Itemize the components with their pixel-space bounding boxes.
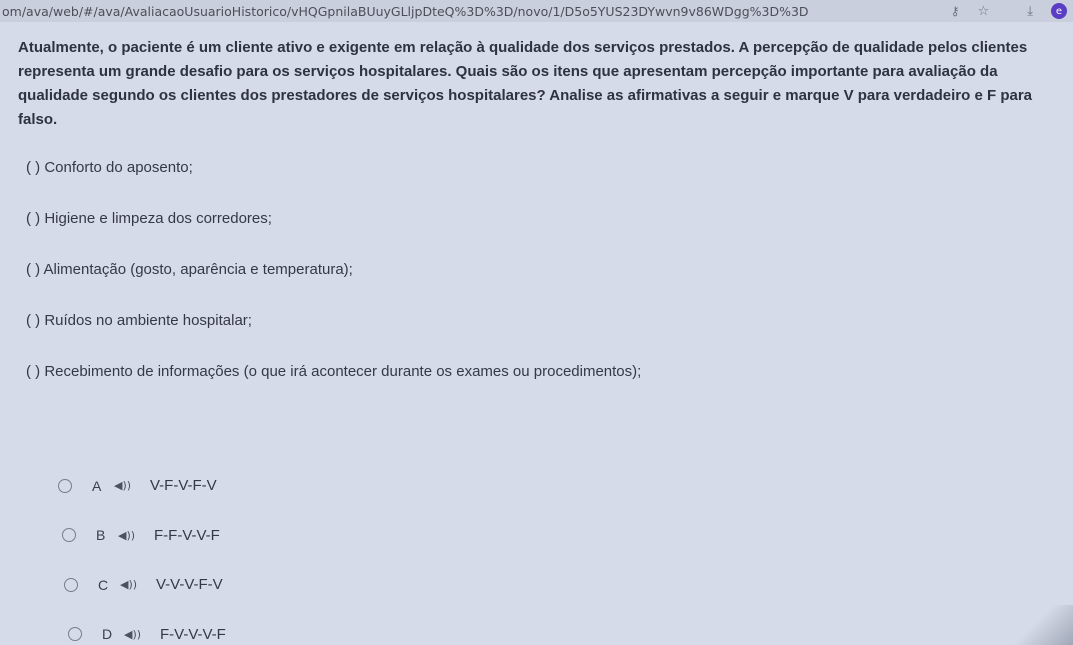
option-text: F-F-V-V-F: [154, 526, 220, 544]
option-text: V-V-V-F-V: [156, 576, 223, 594]
option-b[interactable]: [58, 511, 226, 561]
option-a[interactable]: [58, 461, 226, 511]
key-icon[interactable]: ⚷: [950, 4, 960, 18]
option-letter: A: [92, 477, 102, 494]
radio-button[interactable]: [58, 479, 72, 493]
statements-list: [26, 158, 641, 413]
star-icon[interactable]: ☆: [977, 3, 990, 19]
profile-icon[interactable]: e: [1051, 3, 1067, 19]
statement-item: ( ) Ruídos no ambiente hospitalar;: [26, 312, 252, 329]
radio-button[interactable]: [62, 528, 76, 542]
speaker-icon[interactable]: ◀)): [120, 578, 138, 592]
corner-shadow: [1013, 605, 1073, 645]
option-letter: D: [102, 626, 113, 643]
statement-item: ( ) Alimentação (gosto, aparência e temperatura);: [26, 261, 353, 278]
option-text: F-V-V-V-F: [160, 625, 226, 643]
option-c[interactable]: [58, 560, 226, 610]
speaker-icon[interactable]: ◀)): [118, 528, 136, 542]
url-text[interactable]: om/ava/web/#/ava/AvaliacaoUsuarioHistorico/vHQGpnilaBUuyGLljpDteQ%3D%3D/novo/1/D5o5YUS23DYwvn9v86WDgg%3D%3D: [2, 3, 809, 19]
question-text: Atualmente, o paciente é um cliente ativo e exigente em relação à qualidade dos serviços prestados. A percepção de qualidade pelos clientes representa um grande desafio para os serviços hospitalares. Quais são os itens que apresentam percepção importante para avaliação da qualidade segundo os clientes dos prestadores de serviços hospitalares? Analise as afirmativas a seguir e marque V para verdadeiro e F para falso.: [18, 39, 1033, 128]
speaker-icon[interactable]: ◀)): [124, 627, 142, 641]
statement-item: ( ) Higiene e limpeza dos corredores;: [26, 210, 272, 227]
option-text: V-F-V-F-V: [150, 477, 217, 495]
option-d[interactable]: [58, 610, 226, 645]
address-bar-icons: [951, 0, 1073, 22]
option-letter: C: [98, 576, 109, 593]
speaker-icon[interactable]: ◀)): [114, 479, 132, 493]
download-icon[interactable]: ⤓: [1027, 3, 1033, 19]
statement-item: ( ) Recebimento de informações (o que irá acontecer durante os exames ou procedimentos);: [26, 363, 642, 380]
answer-options: [58, 461, 226, 645]
option-letter: B: [96, 527, 106, 544]
radio-button[interactable]: [68, 627, 82, 641]
radio-button[interactable]: [64, 578, 78, 592]
address-bar[interactable]: [0, 0, 1073, 22]
statement-item: ( ) Conforto do aposento;: [26, 159, 193, 176]
